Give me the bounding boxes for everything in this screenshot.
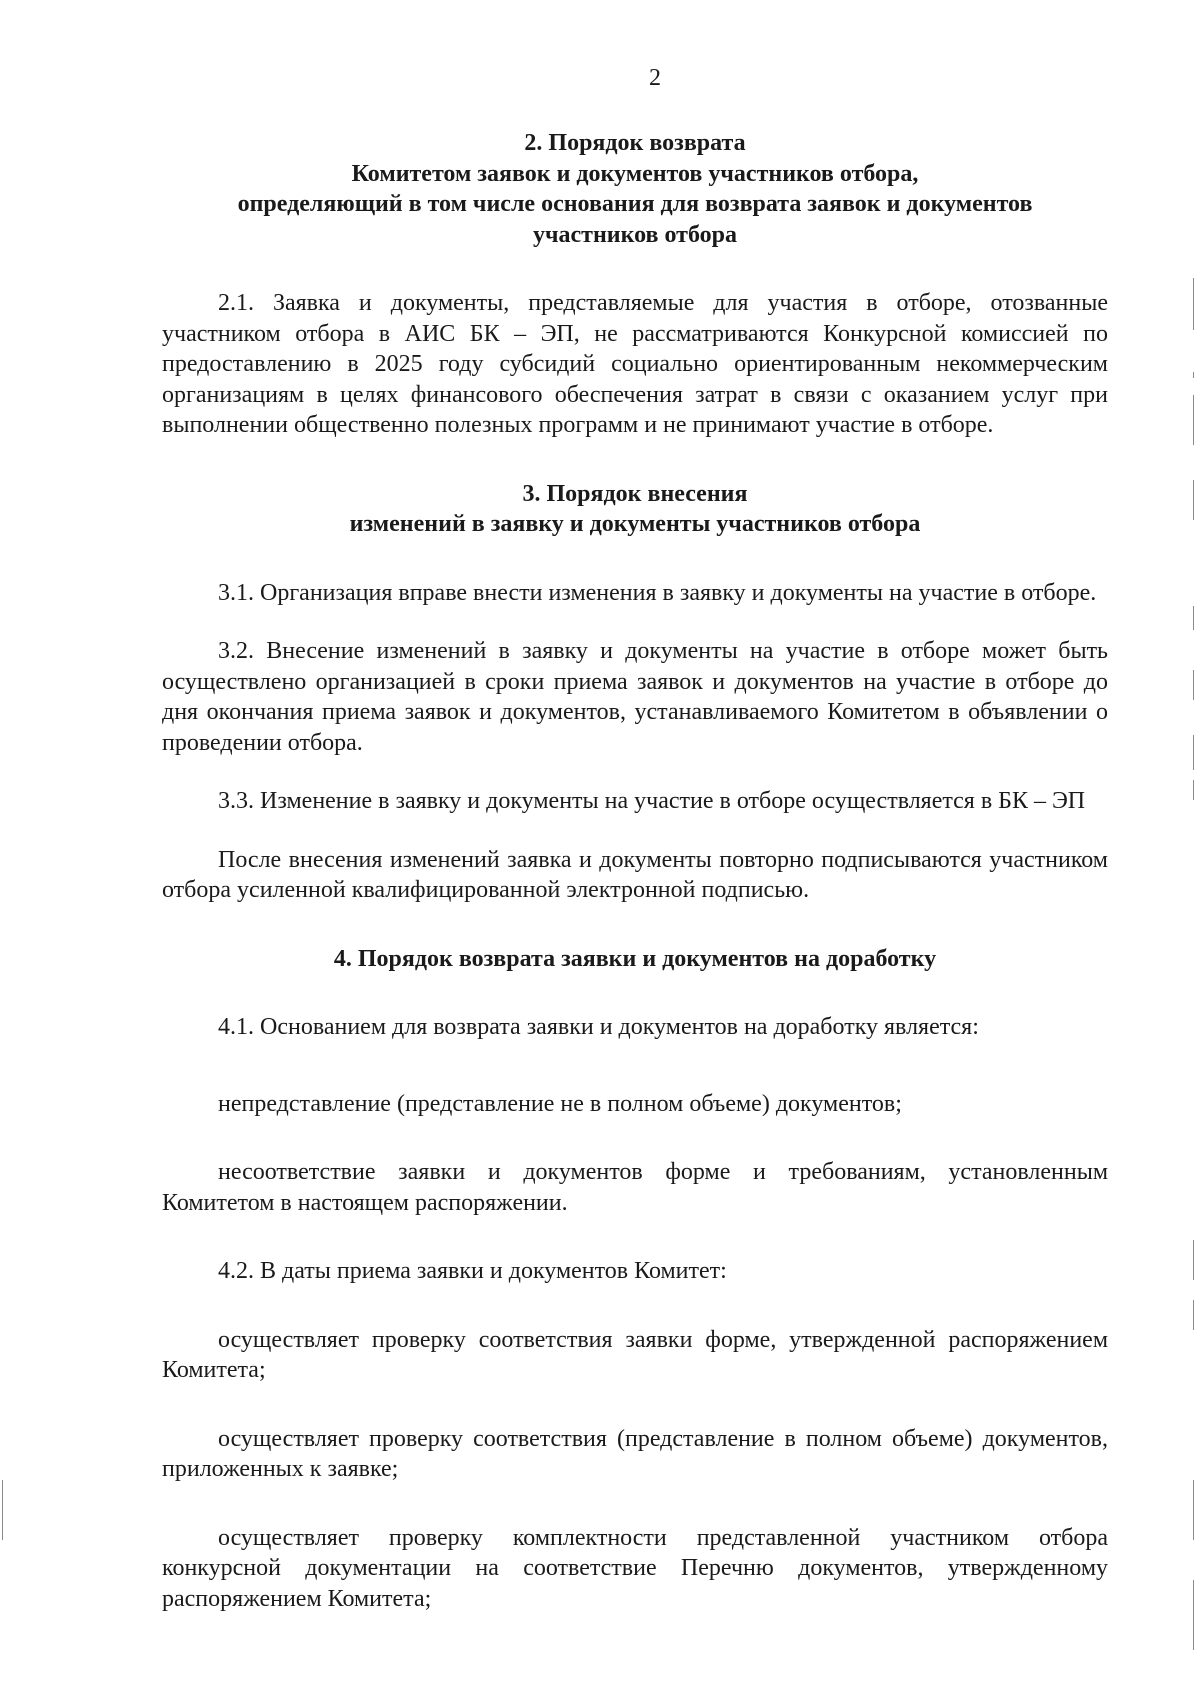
section-2: [162, 128, 1108, 441]
paragraph-4-2: 4.2. В даты приема заявки и документов Комитет:: [218, 1258, 727, 1284]
section-2-title-line: 2. Порядок возврата: [524, 130, 746, 156]
paragraph-3-1: 3.1. Организация вправе внести изменения в заявку и документы на участие в отборе.: [218, 579, 1097, 606]
paragraph-4-2-a: осуществляет проверку соответствия заявки форме, утвержденной распоряжением Комитета;: [162, 1326, 1108, 1383]
scan-mark: [1193, 480, 1194, 520]
paragraph-4-2-c: осуществляет проверку комплектности представленной участником отбора конкурсной документации на соответствие Перечню документов, утвержденному распоряжением Комитета;: [162, 1524, 1108, 1612]
page-number: 2: [649, 65, 661, 91]
scan-mark: [1193, 1300, 1194, 1330]
paragraph-3-2: 3.2. Внесение изменений в заявку и документы на участие в отборе может быть осуществлено организацией в сроки приема заявок и документов на участие в отборе до дня окончания приема заявок и документов, устанавливаемого Комитетом в объявлении о проведении отбора.: [162, 638, 1108, 756]
document-page: [162, 64, 1108, 1614]
scan-mark: [1193, 670, 1194, 700]
paragraph-2-1: 2.1. Заявка и документы, представляемые для участия в отборе, отозванные участником отбора в АИС БК – ЭП, не рассматриваются Конкурсной комиссией по предоставлению в 2025 году субсидий социально ориентированным некоммерческим организациям в целях финансового обеспечения затрат в связи с оказанием услуг при выполнении общественно полезных программ и не принимают участие в отборе.: [162, 290, 1108, 438]
section-3-title-line: 3. Порядок внесения: [522, 480, 748, 507]
paragraph-4-1: 4.1. Основанием для возврата заявки и документов на доработку является:: [218, 1014, 979, 1040]
scan-mark: [1193, 735, 1194, 770]
paragraph-3-after: После внесения изменений заявка и документы повторно подписываются участником отбора усиленной квалифицированной электронной подписью.: [162, 846, 1108, 903]
scan-mark: [1193, 606, 1194, 630]
scan-mark: [1193, 1480, 1194, 1540]
scan-mark: [1193, 1580, 1194, 1650]
section-3: [162, 479, 1108, 906]
scan-mark: [1193, 780, 1194, 800]
paragraph-4-1-a: непредставление (представление не в полном объеме) документов;: [218, 1090, 902, 1117]
scan-mark: [2, 1480, 3, 1540]
paragraph-3-3: 3.3. Изменение в заявку и документы на участие в отборе осуществляется в БК – ЭП: [218, 788, 1086, 814]
scan-mark: [1193, 278, 1194, 330]
section-2-title-line: определяющий в том числе основания для возврата заявок и документов: [237, 191, 1033, 217]
section-4: [162, 944, 1108, 1615]
scan-mark: [1193, 1240, 1194, 1280]
section-4-title: 4. Порядок возврата заявки и документов на доработку: [333, 945, 937, 972]
scan-mark: [1193, 372, 1194, 378]
paragraph-4-1-b: несоответствие заявки и документов форме и требованиям, установленным Комитетом в настоящем распоряжении.: [162, 1159, 1108, 1216]
paragraph-4-2-b: осуществляет проверку соответствия (представление в полном объеме) документов, приложенных к заявке;: [162, 1425, 1108, 1482]
section-3-title-line: изменений в заявку и документы участников отбора: [349, 511, 921, 537]
section-2-title-line: Комитетом заявок и документов участников отбора,: [351, 160, 919, 187]
scan-mark: [1193, 395, 1194, 445]
section-2-title-line: участников отбора: [532, 221, 737, 248]
scan-edge-marks-left: [2, 0, 6, 1696]
scan-edge-marks-right: [1190, 0, 1196, 1696]
